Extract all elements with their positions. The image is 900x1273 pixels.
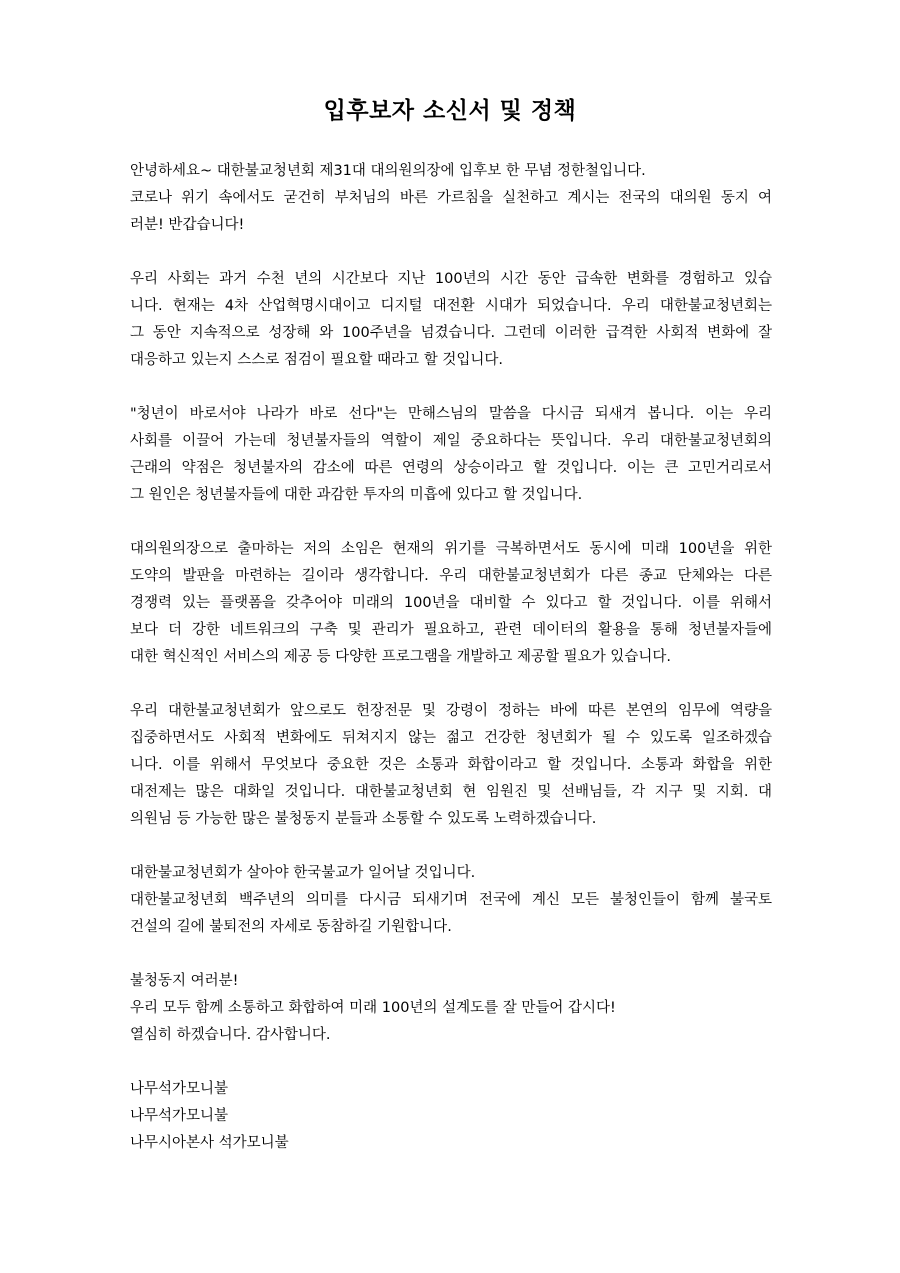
text-line: 사회를 이끌어 가는데 청년불자들의 역할이 제일 중요하다는 뜻입니다. 우리 대한불교청년회의 — [130, 433, 772, 449]
text-line: 대한불교청년회가 살아야 한국불교가 일어날 것입니다. — [130, 865, 476, 881]
text-line: 도약의 발판을 마련하는 길이라 생각합니다. 우리 대한불교청년회가 다른 종교 단체와는 다른 — [130, 568, 772, 584]
text-line: 니다. 현재는 4차 산업혁명시대이고 디지털 대전환 시대가 되었습니다. 우리 대한불교청년회는 — [130, 298, 772, 314]
text-line: 근래의 약점은 청년불자의 감소에 따른 연령의 상승이라고 할 것입니다. 이는 큰 고민거리로서 — [130, 460, 772, 476]
text-line: 집중하면서도 사회적 변화에도 뒤쳐지지 않는 젊고 건강한 청년회가 될 수 있도록 일조하겠습 — [130, 730, 772, 746]
text-line: 니다. 이를 위해서 무엇보다 중요한 것은 소통과 화합이라고 할 것입니다. 소통과 화합을 위한 — [130, 757, 772, 773]
paragraph — [130, 968, 772, 1049]
text-line: 러분! 반갑습니다! — [130, 217, 245, 233]
document-body — [130, 158, 772, 1184]
text-line: 의원님 등 가능한 많은 불청동지 분들과 소통할 수 있도록 노력하겠습니다. — [130, 811, 597, 827]
text-line: 열심히 하겠습니다. 감사합니다. — [130, 1027, 331, 1043]
paragraph — [130, 401, 772, 509]
text-line: 나무석가모니불 — [130, 1081, 229, 1097]
text-line: 경쟁력 있는 플랫폼을 갖추어야 미래의 100년을 대비할 수 있다고 할 것입니다. 이를 위해서 — [130, 595, 772, 611]
text-line: 대한 혁신적인 서비스의 제공 등 다양한 프로그램을 개발하고 제공할 필요가 있습니다. — [130, 649, 671, 665]
text-line: 코로나 위기 속에서도 굳건히 부처님의 바른 가르침을 실천하고 계시는 전국의 대의원 동지 여 — [130, 190, 772, 206]
text-line: 불청동지 여러분! — [130, 973, 239, 989]
text-line: 나무시아본사 석가모니불 — [130, 1135, 289, 1151]
text-line: 대전제는 많은 대화일 것입니다. 대한불교청년회 현 임원진 및 선배님들, 각 지구 및 지회. 대 — [130, 784, 772, 800]
text-line: 우리 모두 함께 소통하고 화합하여 미래 100년의 설계도를 잘 만들어 갑시다! — [130, 1000, 616, 1016]
paragraph — [130, 536, 772, 671]
paragraph — [130, 158, 772, 239]
text-line: 우리 대한불교청년회가 앞으로도 헌장전문 및 강령이 정하는 바에 따른 본연의 임무에 역량을 — [130, 703, 772, 719]
text-line: 그 동안 지속적으로 성장해 와 100주년을 넘겼습니다. 그런데 이러한 급격한 사회적 변화에 잘 — [130, 325, 772, 341]
text-line: "청년이 바로서야 나라가 바로 선다"는 만해스님의 말씀을 다시금 되새겨 봅니다. 이는 우리 — [130, 406, 772, 422]
document-title: 입후보자 소신서 및 정책 — [323, 98, 577, 124]
paragraph — [130, 698, 772, 833]
paragraph — [130, 266, 772, 374]
text-line: 그 원인은 청년불자들에 대한 과감한 투자의 미흡에 있다고 할 것입니다. — [130, 487, 583, 503]
text-line: 우리 사회는 과거 수천 년의 시간보다 지난 100년의 시간 동안 급속한 변화를 경험하고 있습 — [130, 271, 772, 287]
text-line: 대한불교청년회 백주년의 의미를 다시금 되새기며 전국에 계신 모든 불청인들이 함께 불국토 — [130, 892, 772, 908]
paragraph — [130, 860, 772, 941]
text-line: 보다 더 강한 네트워크의 구축 및 관리가 필요하고, 관련 데이터의 활용을 통해 청년불자들에 — [130, 622, 772, 638]
text-line: 대응하고 있는지 스스로 점검이 필요할 때라고 할 것입니다. — [130, 352, 504, 368]
text-line: 나무석가모니불 — [130, 1108, 229, 1124]
text-line: 건설의 길에 불퇴전의 자세로 동참하길 기원합니다. — [130, 919, 452, 935]
paragraph — [130, 1076, 772, 1157]
text-line: 안녕하세요~ 대한불교청년회 제31대 대의원의장에 입후보 한 무념 정한철입니다. — [130, 163, 646, 179]
text-line: 대의원의장으로 출마하는 저의 소임은 현재의 위기를 극복하면서도 동시에 미래 100년을 위한 — [130, 541, 772, 557]
